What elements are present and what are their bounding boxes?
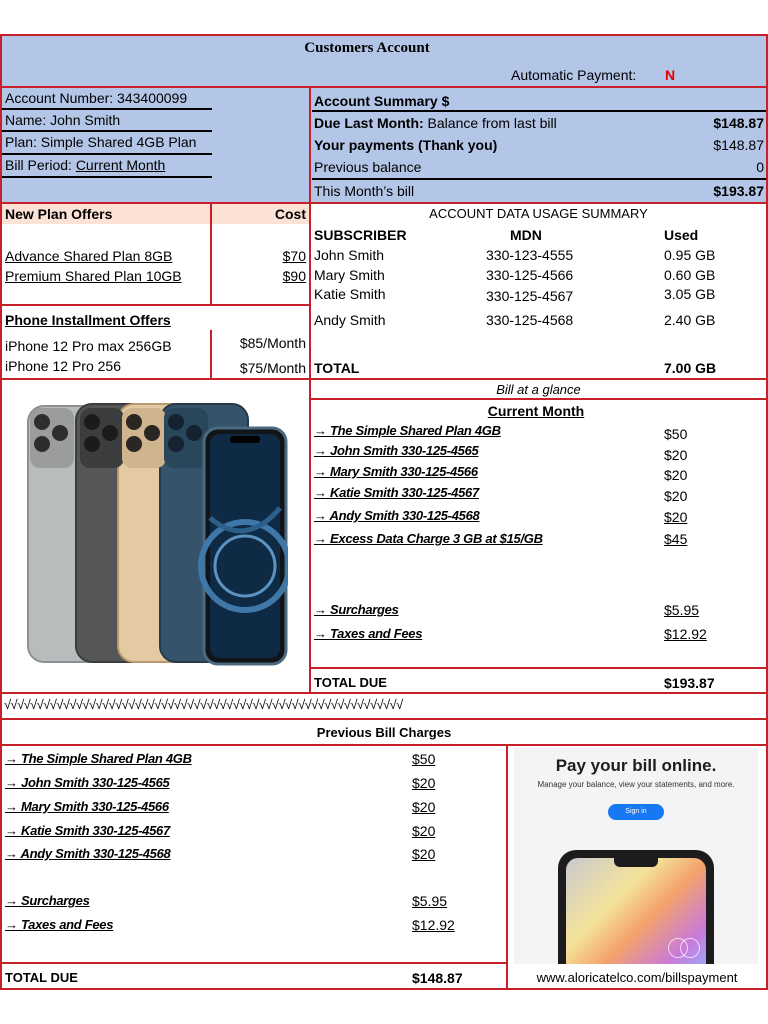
sign-in-button[interactable]: Sign in <box>608 804 664 820</box>
phone-offer-price: $85/Month <box>239 335 306 351</box>
plan-offer-cost: $70 <box>282 248 306 264</box>
promo-subtext: Manage your balance, view your statements, and more. <box>537 780 735 789</box>
account-name: Name: John Smith <box>5 112 121 128</box>
glance-line-label: → Katie Smith 330-125-4567 <box>314 485 479 500</box>
previous-total-value: $148.87 <box>412 970 463 986</box>
usage-title: ACCOUNT DATA USAGE SUMMARY <box>429 206 648 221</box>
usage-mdn: 330-125-4568 <box>486 312 574 328</box>
previous-line-amount: $20 <box>412 799 436 815</box>
previous-balance-label: Previous balance <box>314 159 422 175</box>
this-month-label: This Month’s bill <box>314 183 415 199</box>
promo-headline: Pay your bill online. <box>555 756 717 775</box>
usage-subscriber: Andy Smith <box>314 312 386 328</box>
plan-offer-name[interactable]: Advance Shared Plan 8GB <box>5 248 173 264</box>
usage-used: 0.60 GB <box>664 267 716 283</box>
bill-period <box>5 157 165 173</box>
usage-used: 0.95 GB <box>664 247 716 263</box>
glance-total-value: $193.87 <box>664 675 715 691</box>
usage-subscriber: John Smith <box>314 247 385 263</box>
due-last-month-desc: Balance from last bill <box>427 115 557 131</box>
usage-subscriber: Mary Smith <box>314 267 385 283</box>
usage-mdn: 330-125-4566 <box>486 267 574 283</box>
usage-col-mdn: MDN <box>510 227 542 243</box>
usage-total-value: 7.00 GB <box>664 360 717 376</box>
glance-line-label: → Taxes and Fees <box>314 626 423 641</box>
glance-line-label: → Mary Smith 330-125-4566 <box>314 464 478 479</box>
glance-subtitle: Current Month <box>487 403 585 419</box>
previous-line-amount: $20 <box>412 775 436 791</box>
previous-line-amount: $12.92 <box>412 917 455 933</box>
previous-balance-value: 0 <box>756 159 764 175</box>
this-month-value: $193.87 <box>713 183 764 199</box>
previous-line-label: → Taxes and Fees <box>5 917 114 932</box>
plan-offers-cost-header: Cost <box>274 206 306 222</box>
plan-offer-name[interactable]: Premium Shared Plan 10GB <box>5 268 182 284</box>
account-plan: Plan: Simple Shared 4GB Plan <box>5 134 197 150</box>
autopay-label: Automatic Payment: <box>511 67 637 83</box>
previous-line-label: → John Smith 330-125-4565 <box>5 775 170 790</box>
phone-offers-title: Phone Installment Offers <box>5 312 171 328</box>
glance-line-amount: $20 <box>664 488 688 504</box>
previous-line-amount: $50 <box>412 751 436 767</box>
payments-value: $148.87 <box>713 137 764 153</box>
phone-offer-name[interactable]: iPhone 12 Pro 256 <box>5 358 121 374</box>
phone-offer-name[interactable]: iPhone 12 Pro max 256GB <box>5 338 172 354</box>
plan-offer-cost: $90 <box>282 268 306 284</box>
previous-line-label: → Surcharges <box>5 893 90 908</box>
glance-line-label: → John Smith 330-125-4565 <box>314 443 479 458</box>
glance-line-amount: $20 <box>664 447 688 463</box>
glance-line-label: → Surcharges <box>314 602 399 617</box>
page-title: Customers Account <box>304 40 430 56</box>
checkmark-divider: √√√√√√√√√√√√√√√√√√√√√√√√√√√√√√√√√√√√√√√√√√√√√√√√√√√√√√√√√√√√√ <box>4 697 403 712</box>
glance-line-amount: $50 <box>664 426 688 442</box>
usage-subscriber: Katie Smith <box>314 286 386 302</box>
account-number: Account Number: 343400099 <box>5 90 188 106</box>
previous-line-label: → The Simple Shared Plan 4GB <box>5 751 192 766</box>
due-last-month-label: Due Last Month: <box>314 115 424 131</box>
due-last-month <box>314 115 557 131</box>
previous-line-label: → Mary Smith 330-125-4566 <box>5 799 169 814</box>
previous-line-amount: $20 <box>412 846 436 862</box>
phone-offer-price: $75/Month <box>239 360 306 376</box>
bill-period-value: Current Month <box>75 157 166 173</box>
usage-used: 2.40 GB <box>664 312 716 328</box>
glance-line-amount: $12.92 <box>664 626 707 642</box>
glance-line-amount: $5.95 <box>664 602 700 618</box>
previous-line-amount: $5.95 <box>412 893 448 909</box>
bill-payment-url[interactable]: www.aloricatelco.com/billspayment <box>536 970 738 985</box>
usage-mdn: 330-123-4555 <box>486 247 574 263</box>
glance-title: Bill at a glance <box>496 382 581 397</box>
bill-period-label: Bill Period: <box>5 157 76 173</box>
payments-label: Your payments (Thank you) <box>314 137 498 153</box>
previous-charges-title: Previous Bill Charges <box>316 725 452 740</box>
iphone-lineup-image <box>26 398 288 668</box>
glance-line-label: → Excess Data Charge 3 GB at $15/GB <box>314 531 543 546</box>
due-last-month-value: $148.87 <box>713 115 764 131</box>
plan-offers-title: New Plan Offers <box>5 206 113 222</box>
glance-line-amount: $20 <box>664 467 688 483</box>
previous-line-label: → Andy Smith 330-125-4568 <box>5 846 171 861</box>
usage-total-label: TOTAL <box>314 360 360 376</box>
glance-line-amount: $45 <box>664 531 688 547</box>
previous-line-amount: $20 <box>412 823 436 839</box>
glance-line-label: → The Simple Shared Plan 4GB <box>314 423 501 438</box>
glance-total-label: TOTAL DUE <box>314 675 387 690</box>
phone-illustration <box>558 850 714 964</box>
usage-col-subscriber: SUBSCRIBER <box>314 227 407 243</box>
autopay-flag: N <box>665 67 676 83</box>
summary-title: Account Summary $ <box>314 93 450 109</box>
previous-total-label: TOTAL DUE <box>5 970 78 985</box>
pay-online-promo <box>514 748 758 964</box>
glance-line-label: → Andy Smith 330-125-4568 <box>314 508 480 523</box>
usage-col-used: Used <box>664 227 699 243</box>
usage-mdn: 330-125-4567 <box>486 288 574 304</box>
previous-line-label: → Katie Smith 330-125-4567 <box>5 823 170 838</box>
usage-used: 3.05 GB <box>664 286 716 302</box>
glance-line-amount: $20 <box>664 509 688 525</box>
